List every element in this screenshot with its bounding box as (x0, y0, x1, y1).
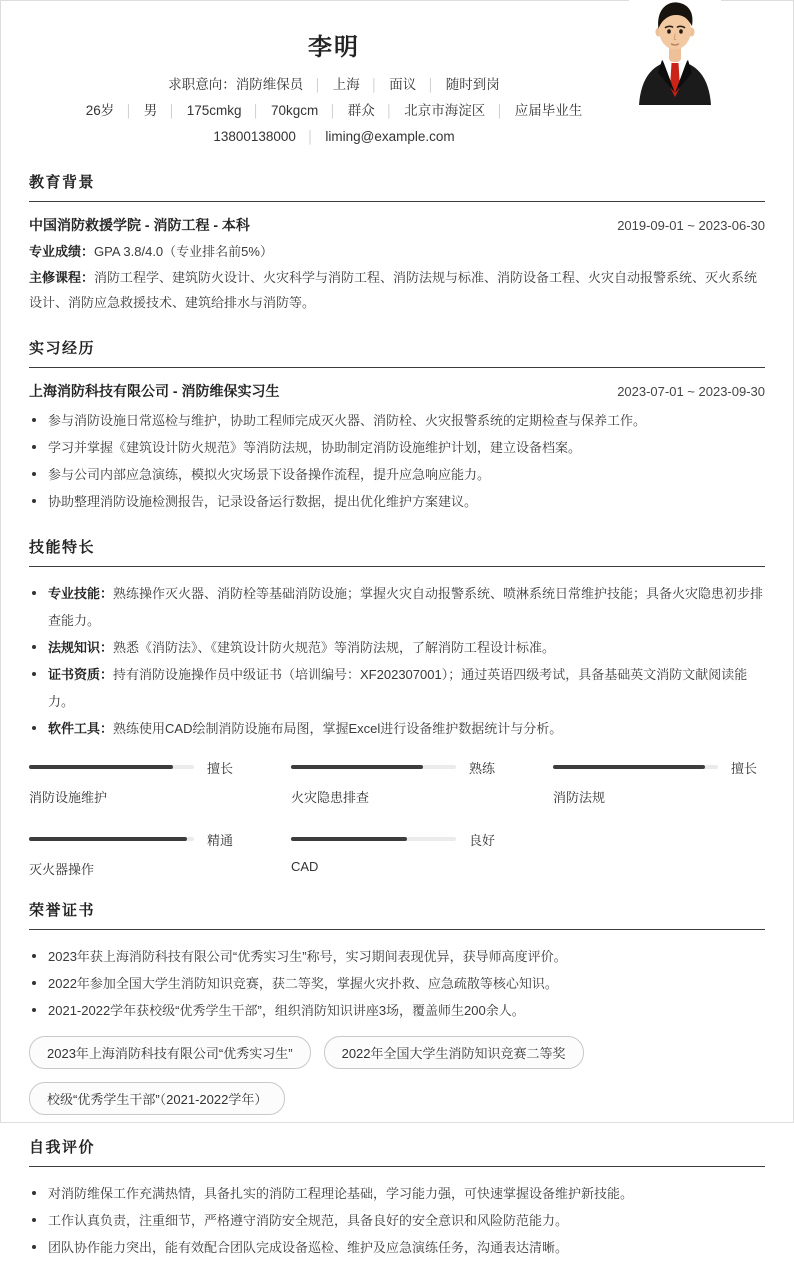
skill-bars (29, 758, 765, 878)
info-item: │ 随时到岗 (416, 77, 500, 92)
skill-name: 火灾隐患排查 (291, 789, 370, 805)
skill-bullet-label: 证书资质： (48, 666, 114, 682)
skill-bar-line (29, 830, 241, 849)
skill-bar-track (291, 837, 456, 841)
internship-bullet: 参与消防设施日常巡检与维护，协助工程师完成灭火器、消防栓、火灾报警系统的定期检查与保养工作。 (29, 407, 765, 434)
skill-bar-track (29, 765, 194, 769)
skill-level-label: 擅长 (731, 760, 758, 776)
section-self-evaluation (29, 1136, 765, 1261)
skill-bullet-label: 专业技能： (48, 585, 114, 601)
info-item: 26岁 (85, 103, 115, 118)
skill-bullet-text: 熟练使用CAD绘制消防设施布局图，掌握Excel进行设备维护数据统计与分析。 (113, 720, 563, 736)
skill-bar (291, 758, 503, 806)
honor-bullet: 2023年获上海消防科技有限公司“优秀实习生”称号，实习期间表现优异，获导师高度评价。 (29, 943, 765, 970)
honor-bullet: 2021-2022学年获校级“优秀学生干部”，组织消防知识讲座3场，覆盖师生200余人。 (29, 997, 765, 1024)
skill-bar (29, 830, 241, 878)
section-education (29, 171, 765, 316)
skill-bar-line (29, 758, 241, 777)
internship-section-title: 实习经历 (29, 337, 765, 368)
skill-bar-track (291, 765, 456, 769)
education-detail-row (29, 239, 765, 265)
skills-bullets (29, 580, 765, 742)
self-evaluation-bullet: 对消防维保工作充满热情，具备扎实的消防工程理论基础，学习能力强，可快速掌握设备维护新技能。 (29, 1180, 765, 1207)
skill-bar-fill (29, 765, 173, 769)
skill-name: 灭火器操作 (29, 861, 95, 877)
info-item: 求职意向：消防维保员 (168, 77, 304, 92)
skill-bar-fill (291, 765, 423, 769)
self-evaluation-section-title: 自我评价 (29, 1136, 765, 1167)
honor-tag: 2022年全国大学生消防知识竞赛二等奖 (324, 1036, 584, 1069)
info-item: │ 男 (114, 103, 157, 118)
contact-item: │ liming@example.com (296, 129, 455, 144)
internship-bullet: 参与公司内部应急演练，模拟火灾场景下设备操作流程，提升应急响应能力。 (29, 461, 765, 488)
info-item: │ 175cmkg (157, 103, 241, 118)
info-item: │ 面议 (360, 77, 417, 92)
candidate-name: 李明 (308, 34, 360, 61)
skill-bullet-label: 法规知识： (48, 639, 114, 655)
skill-bar-line (291, 830, 503, 849)
skill-level-label: 熟练 (469, 760, 496, 776)
section-internship (29, 337, 765, 515)
skill-bar-fill (291, 837, 407, 841)
skill-bar-track (29, 837, 194, 841)
self-evaluation-bullet: 工作认真负责，注重细节，严格遵守消防安全规范，具备良好的安全意识和风险防范能力。 (29, 1207, 765, 1234)
header-text-block (29, 27, 639, 150)
detail-label: 主修课程： (29, 269, 95, 285)
resume-header (29, 1, 765, 150)
skill-bar-fill (553, 765, 705, 769)
info-item: │ 70kgcm (242, 103, 319, 118)
internship-date-range: 2023-07-01 ~ 2023-09-30 (617, 383, 765, 399)
honors-bullets (29, 943, 765, 1024)
skills-section-title: 技能特长 (29, 536, 765, 567)
internship-header-row (29, 381, 765, 401)
skill-level-label: 良好 (469, 832, 496, 848)
skill-bar (553, 758, 765, 806)
skill-bar (291, 830, 503, 878)
honor-tag: 2023年上海消防科技有限公司“优秀实习生” (29, 1036, 311, 1069)
honor-tag: 校级“优秀学生干部”（2021-2022学年） (29, 1082, 285, 1115)
internship-bullet: 学习并掌握《建筑设计防火规范》等消防法规，协助制定消防设施维护计划，建立设备档案。 (29, 434, 765, 461)
company-name: 上海消防科技有限公司 - 消防维保实习生 (29, 382, 280, 399)
detail-text: 消防工程学、建筑防火设计、火灾科学与消防工程、消防法规与标准、消防设备工程、火灾自动报警系统、灭火系统设计、消防应急救援技术、建筑给排水与消防等。 (29, 269, 758, 310)
skill-bullet-label: 软件工具： (48, 720, 114, 736)
avatar-illustration (629, 0, 721, 105)
self-evaluation-bullets (29, 1180, 765, 1261)
personal-info-row (29, 98, 639, 124)
info-item: │ 群众 (318, 103, 375, 118)
detail-text: GPA 3.8/4.0（专业排名前5%） (94, 244, 273, 259)
job-intent-row (29, 72, 639, 98)
section-skills (29, 536, 765, 878)
school-name: 中国消防救援学院 - 消防工程 - 本科 (29, 217, 250, 233)
skill-name: CAD (291, 858, 319, 874)
info-item: │ 上海 (303, 77, 360, 92)
skill-bullet (29, 715, 765, 742)
honors-section-title: 荣誉证书 (29, 899, 765, 930)
skill-level-label: 精通 (207, 832, 234, 848)
candidate-photo (629, 0, 721, 105)
skill-bullet-text: 熟悉《消防法》、《建筑设计防火规范》等消防法规，了解消防工程设计标准。 (113, 639, 556, 655)
skill-bar (29, 758, 241, 806)
skill-bar-line (553, 758, 765, 777)
internship-bullets (29, 407, 765, 515)
education-details (29, 239, 765, 316)
contact-info-row (29, 124, 639, 150)
skill-bullet (29, 661, 765, 715)
education-header-row (29, 215, 765, 235)
skill-bullet (29, 580, 765, 634)
self-evaluation-bullet: 团队协作能力突出，能有效配合团队完成设备巡检、维护及应急演练任务，沟通表达清晰。 (29, 1234, 765, 1261)
section-honors (29, 899, 765, 1115)
skill-bullet (29, 634, 765, 661)
info-item: │ 北京市海淀区 (375, 103, 486, 118)
skill-bar-fill (29, 837, 187, 841)
contact-item: 13800138000 (213, 129, 296, 144)
skill-name: 消防设施维护 (29, 789, 108, 805)
education-section-title: 教育背景 (29, 171, 765, 202)
education-detail-row (29, 265, 765, 316)
honor-bullet: 2022年参加全国大学生消防知识竞赛，获二等奖，掌握火灾扑救、应急疏散等核心知识。 (29, 970, 765, 997)
education-date-range: 2019-09-01 ~ 2023-06-30 (617, 218, 765, 233)
skill-bullet-text: 熟练操作灭火器、消防栓等基础消防设施；掌握火灾自动报警系统、喷淋系统日常维护技能；具备火灾隐患初步排查能力。 (48, 585, 764, 628)
info-item: │ 应届毕业生 (485, 103, 582, 118)
detail-label: 专业成绩： (29, 244, 95, 259)
internship-bullet: 协助整理消防设施检测报告，记录设备运行数据，提出优化维护方案建议。 (29, 488, 765, 515)
honor-tags (29, 1036, 765, 1115)
skill-bullet-text: 持有消防设施操作员中级证书（培训编号：XF202307001）；通过英语四级考试，具备基础英文消防文献阅读能力。 (48, 666, 748, 709)
skill-level-label: 擅长 (207, 760, 234, 776)
skill-name: 消防法规 (553, 789, 606, 805)
skill-bar-track (553, 765, 718, 769)
skill-bar-line (291, 758, 503, 777)
